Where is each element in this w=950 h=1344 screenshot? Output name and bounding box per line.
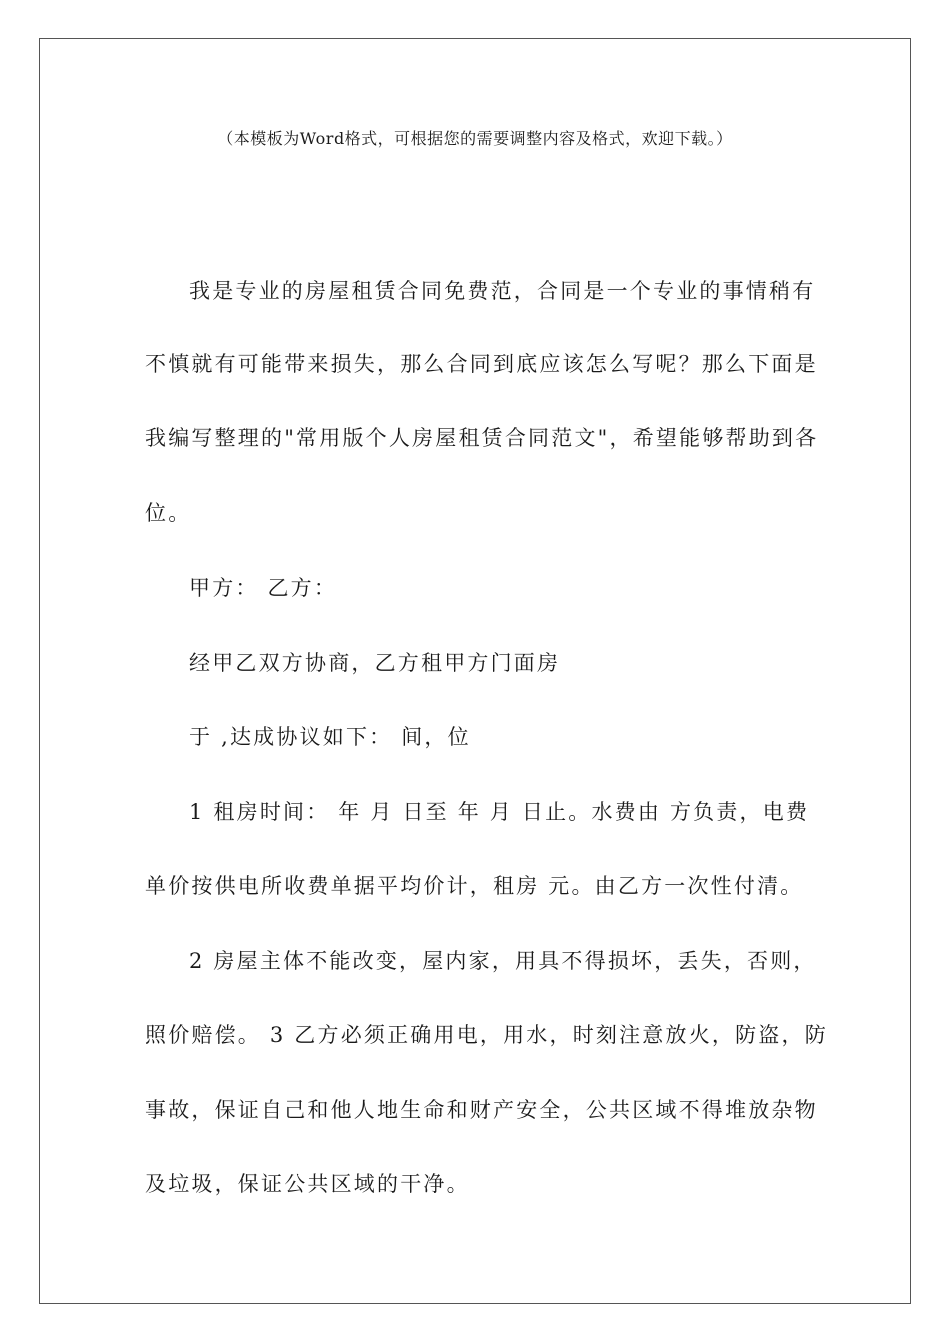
agreement-line-2: 于 ,达成协议如下： 间，位	[189, 725, 471, 749]
paragraph-intro-line-4: 位。	[145, 501, 192, 525]
clause-3-line-2: 事故，保证自己和他人地生命和财产安全，公共区域不得堆放杂物	[145, 1098, 818, 1122]
template-note: （本模板为Word格式，可根据您的需要调整内容及格式，欢迎下载。）	[217, 129, 733, 148]
clause-2-line-1: 2 房屋主体不能改变，屋内家，用具不得损坏，丢失，否则，	[189, 949, 817, 973]
clause-1-line-2: 单价按供电所收费单据平均价计，租房 元。由乙方一次性付清。	[145, 874, 804, 898]
clause-3-line-3: 及垃圾，保证公共区域的干净。	[145, 1172, 470, 1196]
party-line: 甲方： 乙方：	[189, 576, 338, 600]
clause-2-3-line: 照价赔偿。 3 乙方必须正确用电，用水，时刻注意放火，防盗，防	[145, 1023, 828, 1047]
paragraph-intro-line-1: 我是专业的房屋租赁合同免费范，合同是一个专业的事情稍有	[189, 279, 816, 303]
clause-1-line-1: 1 租房时间： 年 月 日至 年 月 日止。水费由 方负责，电费	[189, 800, 810, 824]
paragraph-intro-line-2: 不慎就有可能带来损失，那么合同到底应该怎么写呢？那么下面是	[145, 352, 818, 376]
paragraph-intro-line-3: 我编写整理的"常用版个人房屋租赁合同范文"，希望能够帮助到各	[145, 426, 819, 450]
agreement-line-1: 经甲乙双方协商，乙方租甲方门面房	[189, 651, 561, 675]
